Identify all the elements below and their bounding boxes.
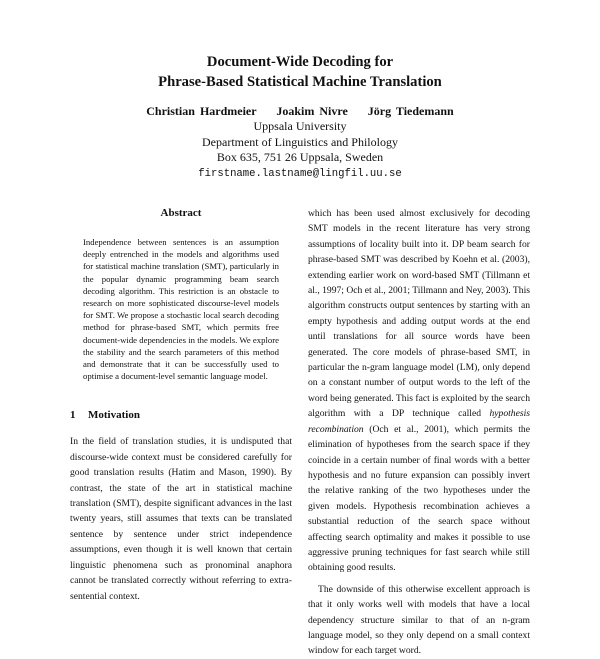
- paragraph-text-b: (Och et al., 2001), which permits the elimination of hypotheses from the search space if they coincide in a certain number of final words with a better hypothesis and no future expansion can possibly invert the relative ranking of the two hypotheses under the given models. Hypothesis recombination achieves a substantial reduction of the search space without affecting search optimality and makes it possible to use aggressive pruning techniques for fast search while still obtaining good results.: [308, 423, 530, 574]
- title-block: [0, 52, 600, 92]
- affiliation-address: Box 635, 751 26 Uppsala, Sweden: [216, 150, 384, 164]
- abstract-text: Independence between sentences is an assumption deeply entrenched in the models and algorithms used for statistical machine translation (SMT), particularly in the popular dynamic programming beam search decoding algorithm. This restriction is an obstacle to research on more sophisticated discourse-level models for SMT. We propose a stochastic local search decoding method for phrase-based SMT, which permits free document-wide dependencies in the models. We explore the stability and the search parameters of this method and demonstrate that it can be successfully used to optimise a document-level semantic language model.: [83, 237, 279, 382]
- right-column: [308, 206, 530, 659]
- affiliation-university: Uppsala University: [253, 119, 347, 133]
- author-block: [0, 104, 600, 182]
- motivation-paragraph-continued: [308, 206, 530, 576]
- motivation-paragraph-2: The downside of this otherwise excellent approach is that it only works well with models that have a local dependency structure similar to that of an n-gram language model, so they only depend on a small context window for each target word.: [308, 583, 530, 657]
- paper-title-line-1: Document-Wide Decoding for: [206, 54, 394, 70]
- abstract-heading: Abstract: [160, 207, 202, 219]
- affiliation-department: Department of Linguistics and Philology: [202, 134, 398, 149]
- section-title: Motivation: [88, 409, 140, 422]
- paragraph-text-a: which has been used almost exclusively for decoding SMT models in the recent literature has very strong assumptions of locality built into it. DP beam search for phrase-based SMT was described by Koehn et al. (2003), extending earlier work on word-based SMT (Tillmann et al., 1997; Och et al., 2001; Tillmann and Ney, 2003). This algorithm constructs output sentences by starting with an empty hypothesis and adding output words at the end until translations for all source words have been generated. The core models of phrase-based SMT, in particular the n-gram language model (LM), only depend on a constant number of output words to the left of the word being generated. This fact is exploited by the search algorithm with a DP technique called: [308, 208, 530, 420]
- motivation-paragraph-1: In the field of translation studies, it is undisputed that discourse-wide context must be considered carefully for good translation results (Hatim and Mason, 1990). By contrast, the state of the art in statistical machine translation (SMT), despite significant advances in the last twenty years, still assumes that texts can be translated sentence by sentence under strict independence assumptions, even though it is well known that certain linguistic phenomena such as pronominal anaphora cannot be translated correctly without referring to extra-sentential context.: [70, 436, 292, 602]
- paper-title-line-2: Phrase-Based Statistical Machine Translation: [158, 74, 442, 90]
- italic-term-hypothesis-recombination: hypothesis recombination: [308, 408, 530, 435]
- author-email: firstname.lastname@lingfil.uu.se: [198, 167, 402, 180]
- author-names: Christian Hardmeier Joakim Nivre Jörg Tiedemann: [146, 104, 454, 118]
- left-column: [70, 206, 292, 604]
- section-heading-motivation: [70, 408, 292, 422]
- section-number: 1: [70, 409, 76, 422]
